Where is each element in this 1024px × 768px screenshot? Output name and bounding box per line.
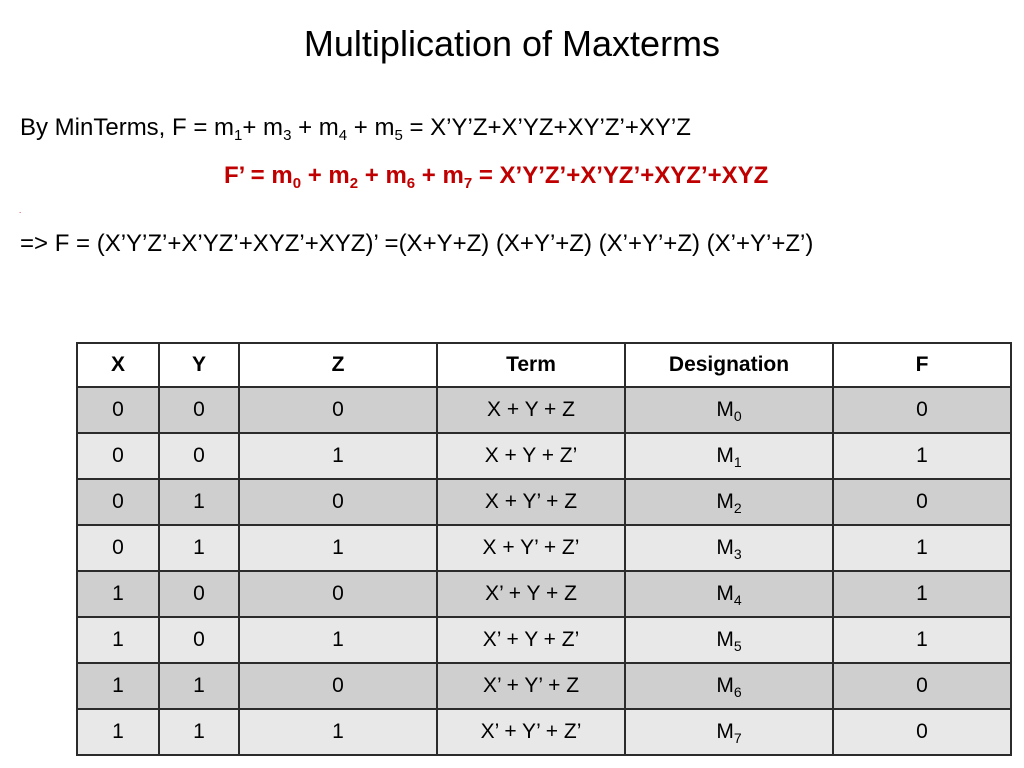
table-row (77, 387, 1011, 433)
eq-subscript: 4 (338, 127, 348, 144)
eq-text: + m (347, 114, 395, 141)
truth-table (76, 342, 1012, 756)
eq-subscript: 3 (283, 127, 292, 144)
table-row (77, 479, 1011, 525)
eq-text: = X’Y’Z’+X’YZ’+XYZ’+XYZ (472, 162, 769, 189)
eq-text: + m (242, 114, 284, 141)
cell-f: 0 (833, 387, 1011, 433)
tiny-mark: . (19, 206, 22, 215)
cell-x: 1 (77, 617, 159, 663)
cell-designation: $M_3$ (625, 525, 833, 571)
eq-subscript: 6 (406, 175, 416, 192)
header-f: F (833, 343, 1011, 387)
eq-text: + m (415, 162, 464, 189)
cell-designation: $M_5$ (625, 617, 833, 663)
eq-subscript: 7 (463, 175, 473, 192)
slide-title: Multiplication of Maxterms (303, 23, 721, 64)
header-y: Y (159, 343, 239, 387)
cell-z: 0 (239, 663, 437, 709)
cell-designation: $M_0$ (625, 387, 833, 433)
cell-z: 1 (239, 525, 437, 571)
cell-z: 0 (239, 479, 437, 525)
cell-z: 1 (239, 433, 437, 479)
table-row (77, 709, 1011, 755)
cell-x: 0 (77, 525, 159, 571)
cell-designation: $M_1$ (625, 433, 833, 479)
header-term: Term (437, 343, 625, 387)
cell-term: X’ + Y + Z (437, 571, 625, 617)
cell-z: 1 (239, 617, 437, 663)
table-header-row (77, 343, 1011, 387)
cell-x: 1 (77, 663, 159, 709)
cell-designation: $M_4$ (625, 571, 833, 617)
cell-x: 0 (77, 479, 159, 525)
header-z: Z (239, 343, 437, 387)
cell-z: 0 (239, 387, 437, 433)
cell-y: 1 (159, 479, 239, 525)
cell-y: 1 (159, 663, 239, 709)
eq-text: F’ = m (224, 162, 293, 189)
cell-x: 0 (77, 433, 159, 479)
eq-subscript: 5 (394, 127, 403, 144)
cell-term: X’ + Y’ + Z (437, 663, 625, 709)
header-designation: Designation (625, 343, 833, 387)
eq-text: By MinTerms, F = m (20, 114, 235, 141)
table-row (77, 617, 1011, 663)
eq-text: = X’Y’Z+X’YZ+XY’Z’+XY’Z (402, 114, 691, 141)
cell-y: 1 (159, 709, 239, 755)
table-row (77, 571, 1011, 617)
cell-f: 1 (833, 571, 1011, 617)
cell-z: 0 (239, 571, 437, 617)
cell-term: X + Y’ + Z (437, 479, 625, 525)
eq-subscript: 1 (234, 127, 243, 144)
eq-text: + m (301, 162, 350, 189)
cell-y: 0 (159, 433, 239, 479)
header-x: X (77, 343, 159, 387)
cell-term: X’ + Y + Z’ (437, 617, 625, 663)
table-row (77, 525, 1011, 571)
table-row (77, 433, 1011, 479)
cell-f: 0 (833, 479, 1011, 525)
cell-y: 0 (159, 387, 239, 433)
cell-f: 1 (833, 433, 1011, 479)
eq-text: + m (291, 114, 339, 141)
minterms-equation (20, 114, 691, 142)
cell-f: 1 (833, 617, 1011, 663)
cell-z: 1 (239, 709, 437, 755)
cell-designation: $M_7$ (625, 709, 833, 755)
cell-term: X’ + Y’ + Z’ (437, 709, 625, 755)
cell-f: 0 (833, 709, 1011, 755)
cell-term: X + Y + Z (437, 387, 625, 433)
eq-subscript: 0 (292, 175, 302, 192)
cell-x: 0 (77, 387, 159, 433)
maxterms-equation: => F = (X’Y’Z’+X’YZ’+XYZ’+XYZ)’ =(X+Y+Z) (X+Y’+Z) (X’+Y’+Z) (X’+Y’+Z’) (20, 230, 814, 257)
cell-designation: $M_6$ (625, 663, 833, 709)
cell-f: 1 (833, 525, 1011, 571)
cell-term: X + Y’ + Z’ (437, 525, 625, 571)
table-row (77, 663, 1011, 709)
cell-y: 0 (159, 571, 239, 617)
cell-designation: $M_2$ (625, 479, 833, 525)
complement-equation (224, 162, 768, 190)
cell-f: 0 (833, 663, 1011, 709)
eq-text: + m (358, 162, 407, 189)
eq-subscript: 2 (349, 175, 359, 192)
cell-term: X + Y + Z’ (437, 433, 625, 479)
cell-x: 1 (77, 571, 159, 617)
cell-x: 1 (77, 709, 159, 755)
cell-y: 0 (159, 617, 239, 663)
cell-y: 1 (159, 525, 239, 571)
